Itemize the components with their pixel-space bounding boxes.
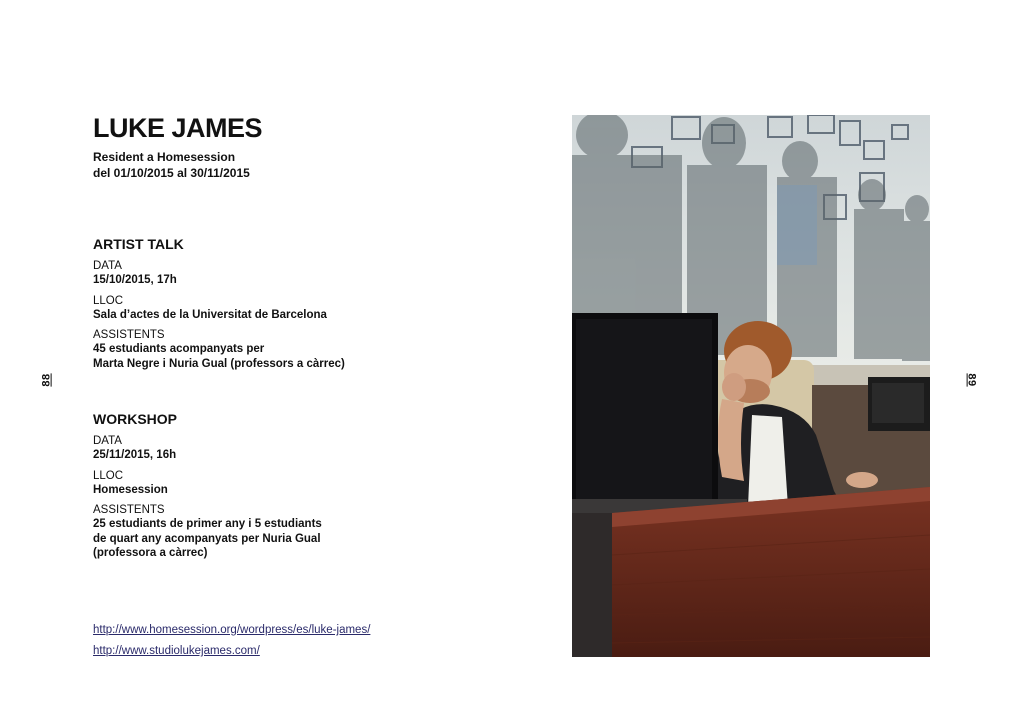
workshop-attendees-line: 25 estudiants de primer any i 5 estudiants	[93, 518, 322, 530]
workshop-date-field	[93, 434, 533, 463]
talk-attendees-value	[93, 342, 533, 371]
text-column	[93, 113, 533, 657]
workshop-attendees-label: ASSISTENTS	[93, 504, 165, 516]
residency-dates: del 01/10/2015 al 30/11/2015	[93, 166, 250, 180]
talk-date-field	[93, 259, 533, 288]
artist-talk-heading: ARTIST TALK	[93, 236, 184, 252]
talk-date-label: DATA	[93, 260, 122, 272]
page-number-right: 89	[965, 373, 978, 387]
workshop-attendees-value	[93, 517, 533, 561]
workshop-attendees-line: (professora a càrrec)	[93, 547, 208, 559]
workshop-place-value: Homesession	[93, 483, 168, 496]
page-number-left: 88	[40, 373, 53, 387]
studio-link[interactable]: http://www.studiolukejames.com/	[93, 645, 260, 657]
artist-name: LUKE JAMES	[93, 113, 263, 143]
talk-attendees-line: Marta Negre i Nuria Gual (professors a càrrec)	[93, 357, 345, 370]
links	[93, 620, 370, 662]
talk-date-value: 15/10/2015, 17h	[93, 274, 177, 286]
workshop-attendees-field	[93, 503, 533, 561]
workshop-attendees-line: de quart any acompanyats per Nuria Gual	[93, 532, 321, 545]
workshop-section	[93, 410, 533, 561]
talk-attendees-line: 45 estudiants acompanyats per	[93, 343, 265, 355]
talk-attendees-label: ASSISTENTS	[93, 329, 165, 341]
workshop-place-field	[93, 469, 533, 498]
workshop-date-label: DATA	[93, 435, 122, 447]
homesession-link[interactable]: http://www.homesession.org/wordpress/es/luke-james/	[93, 624, 371, 636]
talk-place-label: LLOC	[93, 294, 124, 307]
workshop-place-label: LLOC	[93, 469, 124, 482]
talk-place-field	[93, 294, 533, 323]
talk-place-value: Sala d’actes de la Universitat de Barcelona	[93, 308, 327, 321]
residency-line: Resident a Homesession	[93, 150, 236, 164]
talk-attendees-field	[93, 328, 533, 371]
artist-talk-section	[93, 235, 533, 371]
artist-photo	[572, 115, 930, 657]
residency-info	[93, 149, 533, 181]
workshop-heading: WORKSHOP	[93, 411, 177, 427]
workshop-date-value: 25/11/2015, 16h	[93, 449, 177, 461]
